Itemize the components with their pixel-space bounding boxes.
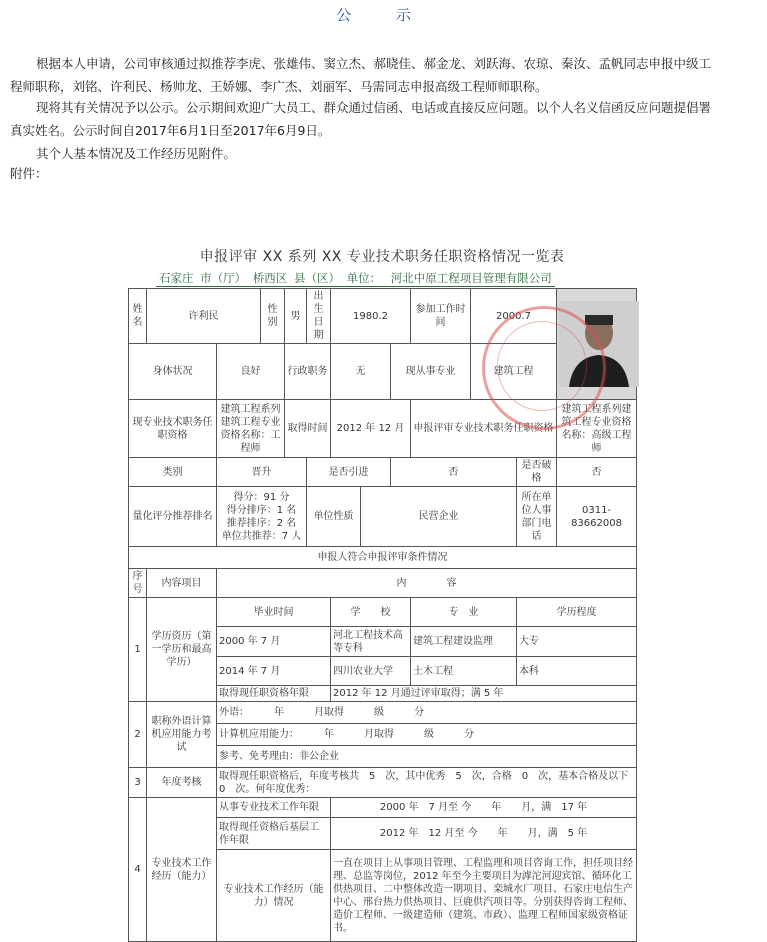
conditions-title: 申报人符合申报评审条件情况 (129, 547, 637, 569)
category-label: 类别 (129, 458, 217, 487)
lang-no: 2 (129, 702, 147, 768)
item-label: 内容项目 (147, 569, 217, 598)
unit-nature-label: 单位性质 (307, 487, 361, 547)
name-label: 姓名 (129, 289, 147, 344)
work-years-label: 从事专业技术工作年限 (217, 798, 331, 818)
category-value: 晋升 (217, 458, 307, 487)
district-label: 县（区） (293, 271, 340, 285)
birth-label: 出生日期 (307, 289, 331, 344)
annual-value: 取得现任职资格后，年度考核共 5 次，其中优秀 5 次，合格 0 次，基本合格及以下 0 次。何年度优秀： (217, 768, 637, 798)
edu-r1-major: 建筑工程建设监理 (411, 627, 517, 657)
edu-header-major: 专 业 (411, 598, 517, 627)
exemption-reason: 参考、免考理由：非公企业 (217, 746, 637, 768)
edu-r1-time: 2000 年 7 月 (217, 627, 331, 657)
score-details (217, 487, 307, 547)
unit-value: 河北中原工程项目管理有限公司 (390, 271, 552, 285)
edu-header-time: 毕业时间 (217, 598, 331, 627)
base-years-label: 取得现任资格后基层工作年限 (217, 818, 331, 850)
notice-paragraph-1: 根据本人申请，公司审核通过拟推荐李虎、张雄伟、窦立杰、郝晓佳、郝金龙、刘跃海、农琼、秦汝、孟帆同志申报中级工程师职称，刘铭、许利民、杨帅龙、王娇娜、李广杰、刘丽军、马需同志申报高级工程师师职称。 (10, 56, 712, 94)
work-years-value: 2000 年 7 月至 今 年 月，满 17 年 (331, 798, 637, 818)
unit-nature-value: 民营企业 (361, 487, 517, 547)
exceptional-label: 是否破格 (517, 458, 557, 487)
annual-no: 3 (129, 768, 147, 798)
edu-r2-time: 2014 年 7 月 (217, 657, 331, 686)
apply-qualification-label: 申报评审专业技术职务任职资格 (411, 400, 557, 458)
apply-qualification-value: 建筑工程系列建筑工程专业资格名称：高级工程师 (557, 400, 637, 458)
health-label: 身体状况 (129, 344, 217, 400)
applicant-photo (557, 289, 637, 400)
obtain-time-value: 2012 年 12 月 (331, 400, 411, 458)
edu-header-level: 学历程度 (517, 598, 637, 627)
exp-no: 4 (129, 798, 147, 942)
major-label: 现从事专业 (391, 344, 471, 400)
experience-desc-label: 专业技术工作经历（能力）情况 (217, 850, 331, 942)
computer-ability: 计算机应用能力： 年 月取得 级 分 (217, 724, 637, 746)
base-years-value: 2012 年 12 月至 今 年 月，满 5 年 (331, 818, 637, 850)
edu-r1-school: 河北工程技术高等专科 (331, 627, 411, 657)
district-value: 桥西区 (252, 271, 288, 285)
edu-r1-level: 大专 (517, 627, 637, 657)
application-form (128, 242, 639, 934)
notice-title: 公 示 (336, 6, 431, 24)
gender-value: 男 (285, 289, 307, 344)
exceptional-value: 否 (557, 458, 637, 487)
work-start-value: 2000.7 (471, 289, 557, 344)
notice-paragraph-2: 现将其有关情况予以公示。公示期间欢迎广大员工、群众通过信函、电话或直接反应问题。以个人名义信函反应问题提倡署真实姓名。公示时间自2017年6月1日至2017年6月9日。 (10, 100, 712, 138)
unit-label: 单位： (346, 271, 382, 285)
notice-paragraph-3: 其个人基本情况及工作经历见附件。 (36, 146, 237, 161)
edu-header-school: 学 校 (331, 598, 411, 627)
score-label: 量化评分推荐排名 (129, 487, 217, 547)
annual-label: 年度考核 (147, 768, 217, 798)
health-value: 良好 (217, 344, 285, 400)
current-qualification-value: 建筑工程系列建筑工程专业资格名称：工程师 (217, 400, 285, 458)
birth-value: 1980.2 (331, 289, 411, 344)
form-title: 申报评审 XX 系列 XX 专业技术职务任职资格情况一览表 (199, 249, 565, 265)
qual-years-value: 2012 年 12 月通过评审取得；满 5 年 (331, 686, 637, 702)
city-label: 市（厅） (200, 271, 247, 285)
introduced-value: 否 (391, 458, 517, 487)
edu-r2-school: 四川农业大学 (331, 657, 411, 686)
city-value: 石家庄 (159, 271, 194, 285)
obtain-time-label: 取得时间 (285, 400, 331, 458)
score-rank: 得分排序：1 名 (226, 504, 297, 516)
person-photo-icon (559, 301, 639, 387)
recommend-rank: 推荐排序：2 名 (226, 517, 297, 529)
current-qualification-label: 现专业技术职务任职资格 (129, 400, 217, 458)
edu-r2-level: 本科 (517, 657, 637, 686)
recommend-total: 单位共推荐：7 人 (221, 530, 302, 542)
hr-phone-value: 0311-83662008 (557, 487, 637, 547)
lang-label: 职称外语计算机应用能力考试 (147, 702, 217, 768)
edu-r2-major: 土木工程 (411, 657, 517, 686)
attachment-label: 附件： (10, 166, 48, 181)
major-value: 建筑工程 (471, 344, 557, 400)
score-points: 得分：91 分 (233, 491, 290, 503)
form-grid (128, 288, 639, 942)
content-label: 内 容 (217, 569, 637, 598)
name-value: 许利民 (147, 289, 261, 344)
admin-post-label: 行政职务 (285, 344, 331, 400)
form-subtitle (156, 270, 555, 287)
work-start-label: 参加工作时间 (411, 289, 471, 344)
edu-label: 学历资历（第一学历和最高学历） (147, 598, 217, 702)
hr-phone-label: 所在单位人事部门电话 (517, 487, 557, 547)
seq-label: 序号 (129, 569, 147, 598)
introduced-label: 是否引进 (307, 458, 391, 487)
foreign-language: 外语： 年 月取得 级 分 (217, 702, 637, 724)
exp-label: 专业技术工作经历（能力） (147, 798, 217, 942)
qual-years-label: 取得现任职资格年限 (217, 686, 331, 702)
edu-no: 1 (129, 598, 147, 702)
admin-post-value: 无 (331, 344, 391, 400)
gender-label: 性别 (261, 289, 285, 344)
experience-desc-value: 一直在项目上从事项目管理、工程监理和项目咨询工作，担任项目经理、总监等岗位，2012 年至今主要项目为滹沱河迎宾馆、循环化工供热项目、二中整体改造一期项目、栾城水厂项目、石家庄电信生产中心、邢台热力供热项目、巨鹿供汽项目等。分别获得咨询工程师、造价工程师、一级建造师（建筑、市政）、监理工程师国家级资格证书。 (331, 850, 637, 942)
